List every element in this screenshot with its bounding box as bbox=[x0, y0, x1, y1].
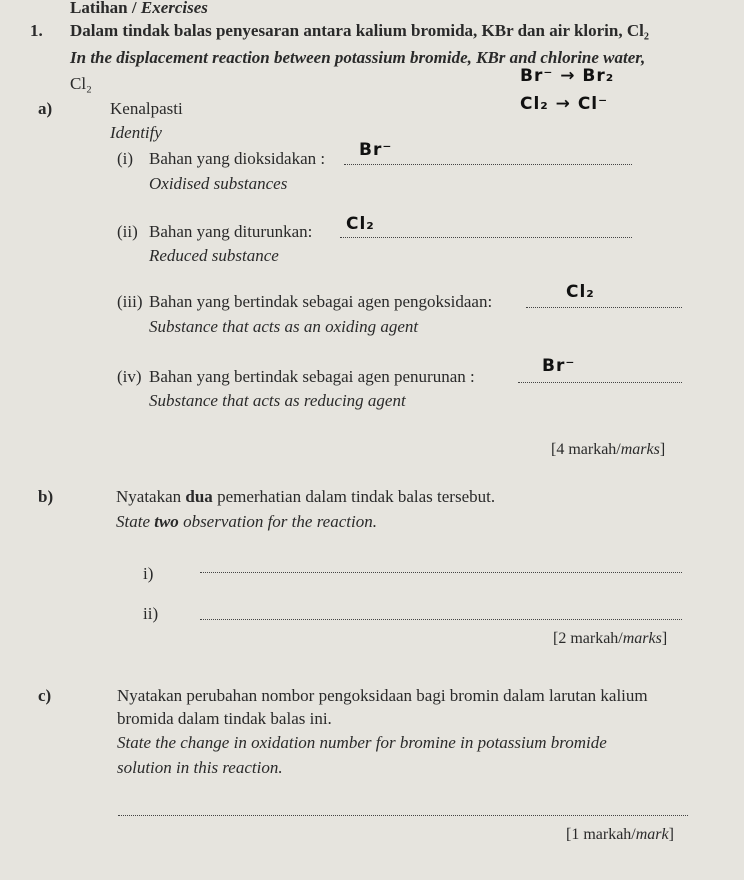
part-c-marks-close: ] bbox=[668, 826, 674, 843]
part-a-label: a) bbox=[38, 99, 53, 118]
item-a-i-roman: (i) bbox=[117, 149, 134, 168]
item-a-iv-text-en: Substance that acts as reducing agent bbox=[149, 391, 406, 410]
answer-line-b-ii[interactable] bbox=[200, 619, 682, 620]
part-b-label: b) bbox=[38, 487, 54, 506]
part-b-marks-ms: [2 markah/ bbox=[553, 630, 623, 647]
part-a-marks-close: ] bbox=[659, 441, 666, 458]
part-c-marks-ms: [1 markah/ bbox=[566, 826, 636, 843]
part-c-question-ms-line2: bromida dalam tindak balas ini. bbox=[117, 709, 332, 728]
answer-line-b-i[interactable] bbox=[200, 572, 682, 573]
title-ms: Latihan bbox=[70, 0, 128, 17]
item-a-ii-text-en: Reduced substance bbox=[149, 246, 279, 265]
part-a-marks bbox=[551, 441, 665, 459]
handwritten-answer-a-ii: Cl₂ bbox=[346, 214, 375, 234]
handwritten-half-equation-2: Cl₂ → Cl⁻ bbox=[520, 94, 609, 114]
part-b-en-post: observation for the reaction. bbox=[178, 512, 377, 531]
question-number: 1. bbox=[30, 21, 43, 40]
item-a-ii-roman: (ii) bbox=[117, 222, 138, 241]
part-b-question-ms bbox=[116, 487, 495, 507]
worksheet-title bbox=[70, 0, 208, 18]
question-stem-en-line1: In the displacement reaction between potassium bromide, KBr and chlorine water, bbox=[70, 48, 646, 67]
item-a-ii-text-ms: Bahan yang diturunkan: bbox=[149, 222, 313, 241]
title-separator: / bbox=[127, 0, 141, 17]
part-b-item-i: i) bbox=[143, 564, 154, 583]
item-a-iv-roman: (iv) bbox=[117, 367, 142, 386]
part-a-title-ms: Kenalpasti bbox=[110, 99, 183, 118]
part-b-ms-bold: dua bbox=[185, 487, 213, 506]
part-c-question-en-line2: solution in this reaction. bbox=[117, 758, 283, 777]
part-b-marks-close: ] bbox=[661, 630, 668, 647]
item-a-i-text-en: Oxidised substances bbox=[149, 174, 288, 193]
part-a-marks-ms: [4 markah/ bbox=[551, 441, 621, 458]
part-c-marks bbox=[566, 826, 674, 844]
question-stem-en-line2: Cl₂ bbox=[70, 74, 92, 93]
handwritten-answer-a-i: Br⁻ bbox=[359, 140, 393, 160]
question-stem-ms: Dalam tindak balas penyesaran antara kalium bromida, KBr dan air klorin, Cl₂ bbox=[70, 21, 649, 40]
title-en: Exercises bbox=[140, 0, 208, 17]
part-c-question-en-line1: State the change in oxidation number for bromine in potassium bromide bbox=[117, 733, 607, 752]
handwritten-half-equation-1: Br⁻ → Br₂ bbox=[520, 66, 615, 86]
answer-line-c[interactable] bbox=[118, 815, 688, 816]
part-b-en-bold: two bbox=[154, 512, 179, 531]
part-c-marks-en: mark bbox=[635, 826, 669, 843]
answer-line-a-i[interactable] bbox=[344, 164, 632, 165]
part-b-marks-en: marks bbox=[622, 630, 662, 647]
item-a-iii-text-en: Substance that acts as an oxiding agent bbox=[149, 317, 419, 336]
part-a-marks-en: marks bbox=[620, 441, 660, 458]
handwritten-answer-a-iv: Br⁻ bbox=[542, 356, 576, 376]
answer-line-a-ii[interactable] bbox=[340, 237, 632, 238]
item-a-iii-text-ms: Bahan yang bertindak sebagai agen pengoksidaan: bbox=[149, 292, 493, 311]
item-a-iii-roman: (iii) bbox=[117, 292, 143, 311]
part-b-marks bbox=[553, 630, 667, 648]
part-c-question-ms-line1: Nyatakan perubahan nombor pengoksidaan bagi bromin dalam larutan kalium bbox=[117, 686, 648, 705]
answer-line-a-iii[interactable] bbox=[526, 307, 682, 308]
part-c-label: c) bbox=[38, 686, 52, 705]
part-b-ms-post: pemerhatian dalam tindak balas tersebut. bbox=[212, 487, 496, 506]
part-b-en-pre: State bbox=[116, 512, 155, 531]
answer-line-a-iv[interactable] bbox=[518, 382, 682, 383]
handwritten-answer-a-iii: Cl₂ bbox=[566, 282, 595, 302]
part-a-title-en: Identify bbox=[110, 123, 162, 142]
item-a-iv-text-ms: Bahan yang bertindak sebagai agen penurunan : bbox=[149, 367, 475, 386]
part-b-question-en bbox=[116, 512, 377, 532]
part-b-item-ii: ii) bbox=[143, 604, 159, 623]
item-a-i-text-ms: Bahan yang dioksidakan : bbox=[149, 149, 326, 168]
part-b-ms-pre: Nyatakan bbox=[116, 487, 186, 506]
